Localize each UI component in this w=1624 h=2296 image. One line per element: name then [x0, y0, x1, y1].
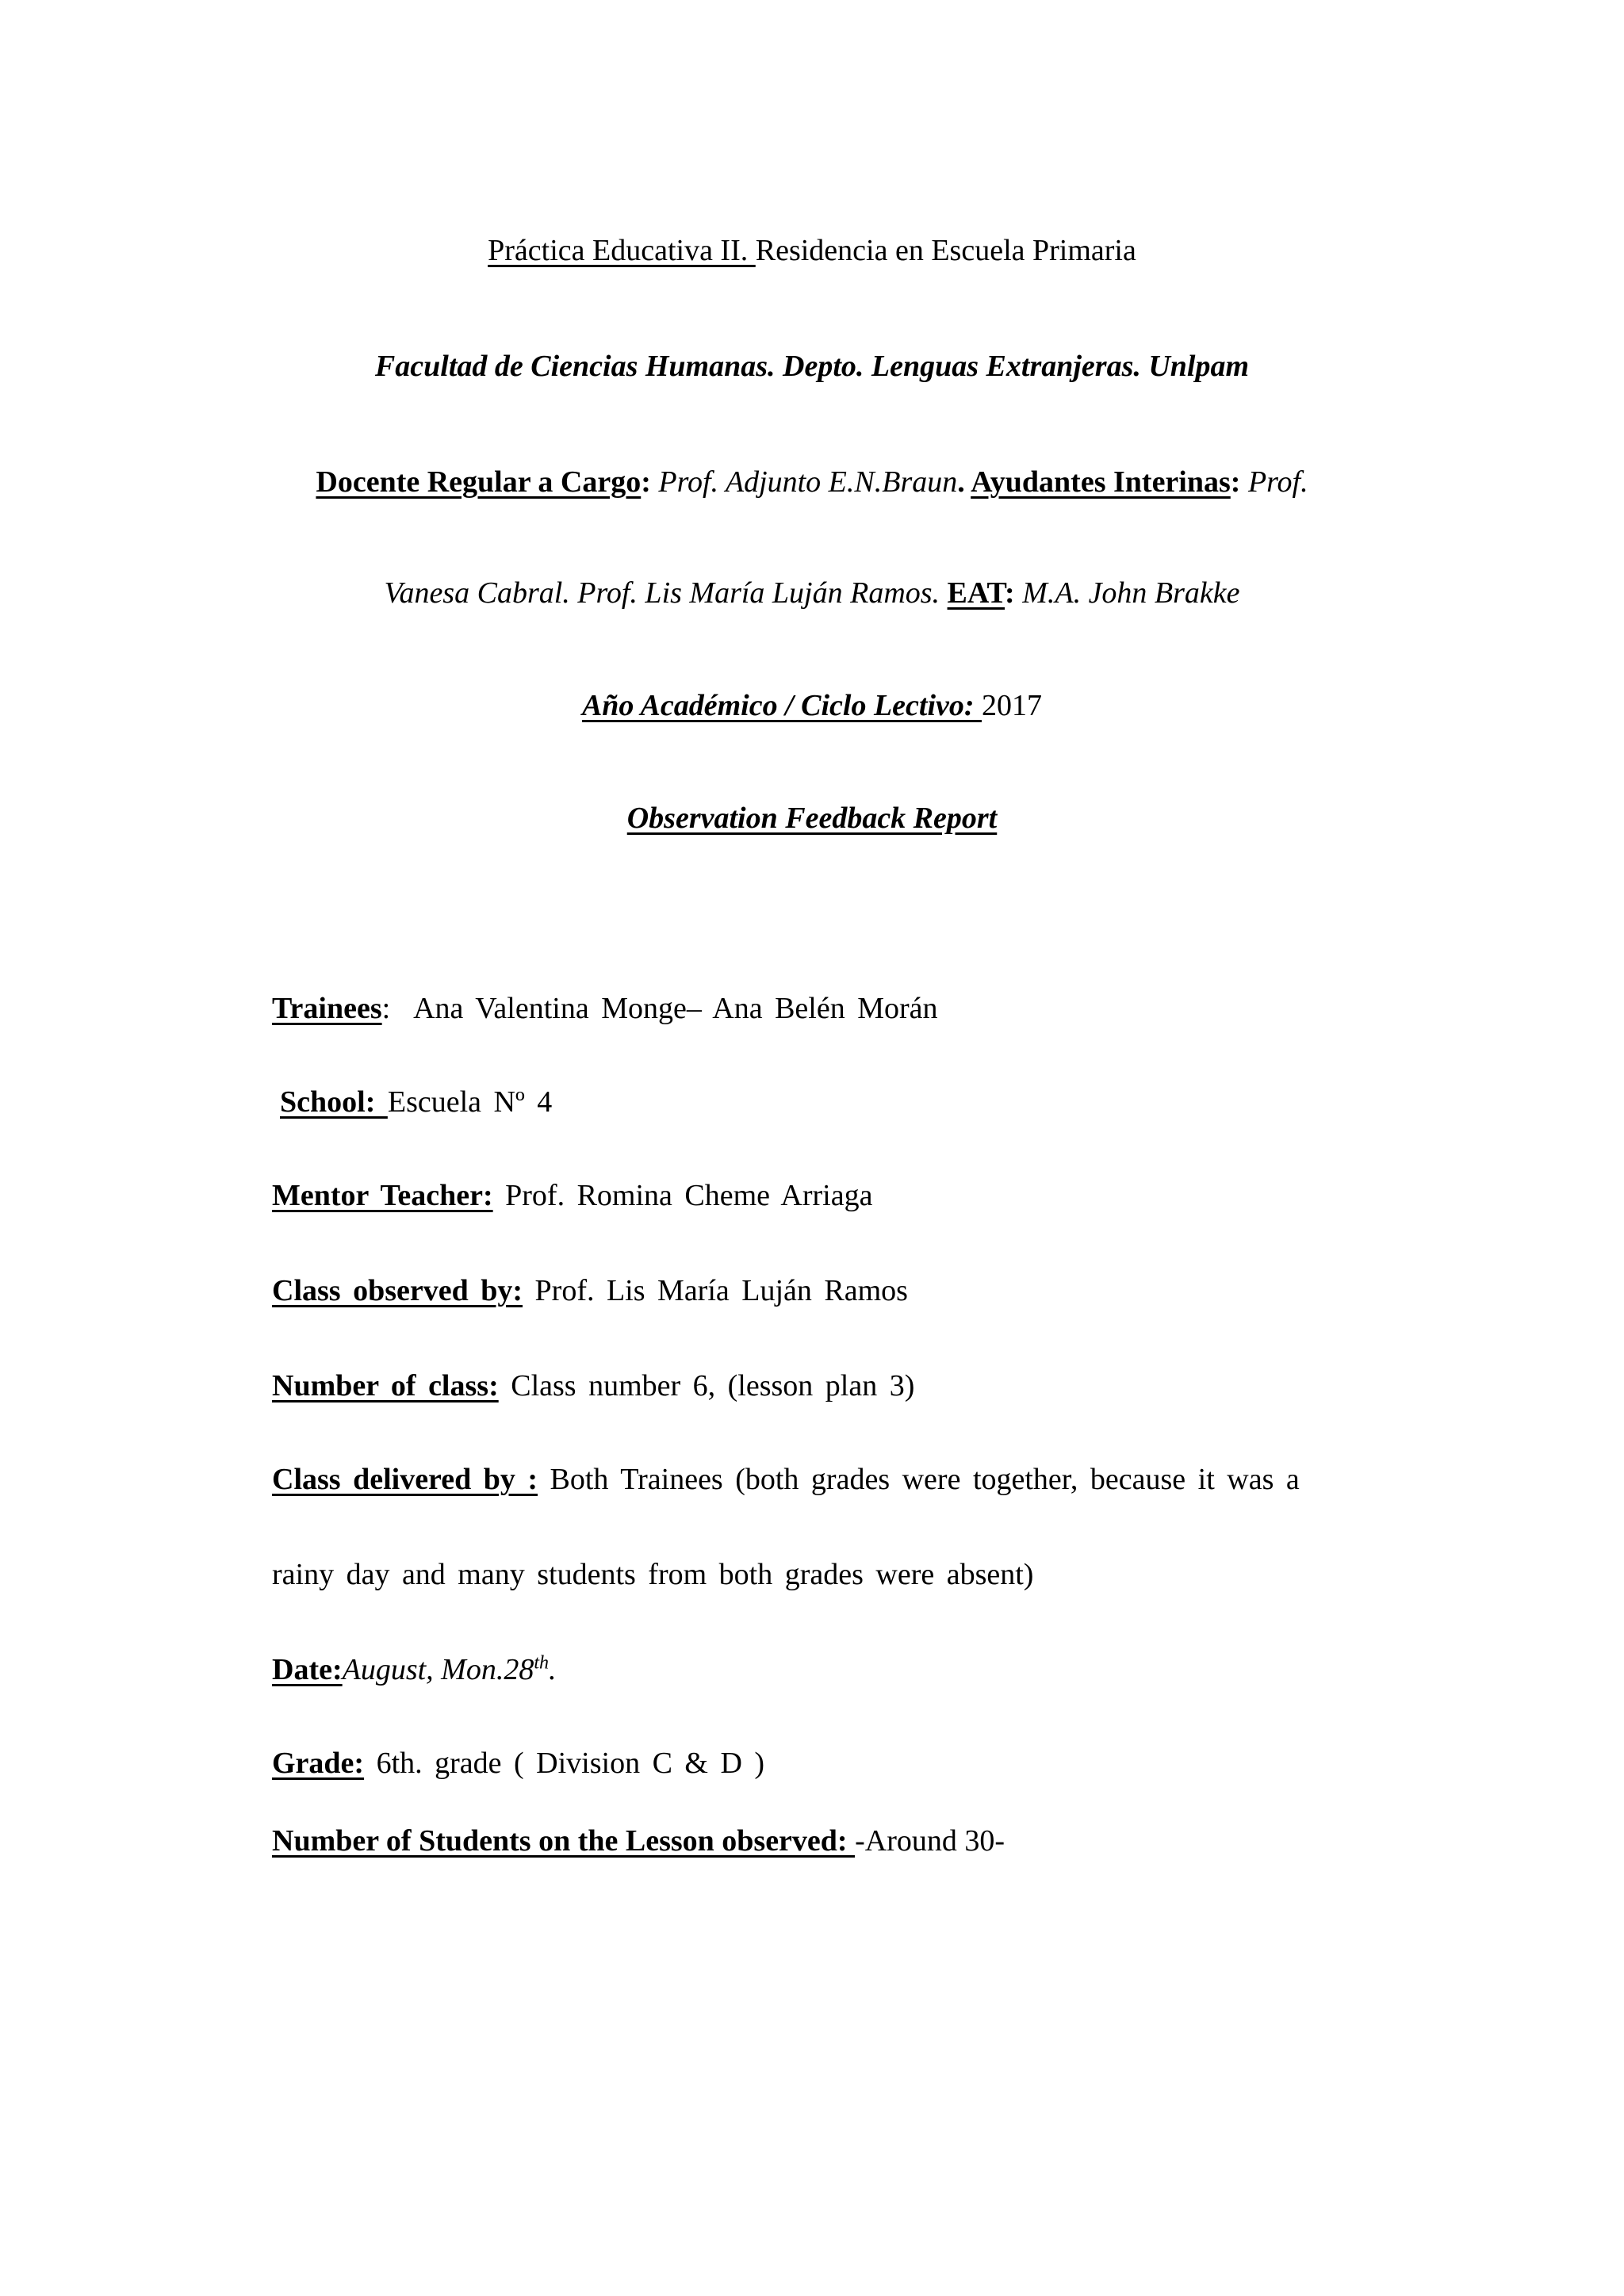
trainees-label: Trainees: [272, 992, 382, 1025]
observer-label: Class observed by:: [272, 1274, 523, 1307]
date-label: Date:: [272, 1653, 343, 1686]
course-title-main: Práctica Educativa II.: [488, 234, 756, 267]
docente-label: Docente Regular a Cargo: [316, 465, 642, 499]
date-value: August, Mon.28: [342, 1653, 534, 1686]
staff-line-2: Vanesa Cabral. Prof. Lis María Luján Ramos. EAT: M.A. John Brakke: [384, 576, 1240, 610]
delivered-value-1: Both Trainees (both grades were together, because it was a: [550, 1463, 1300, 1496]
class-number-field: [272, 1367, 914, 1405]
course-title-rest: Residencia en Escuela Primaria: [755, 234, 1136, 267]
ayudantes-label: Ayudantes Interinas: [971, 465, 1231, 499]
observer-field: [272, 1272, 908, 1310]
students-value: -Around 30-: [855, 1824, 1005, 1858]
eat-value: M.A. John Brakke: [1022, 576, 1240, 610]
school-field: [280, 1083, 552, 1121]
eat-label: EAT: [947, 576, 1005, 610]
class-number-value: Class number 6, (lesson plan 3): [511, 1369, 915, 1402]
docente-value: Prof. Adjunto E.N.Braun: [658, 465, 958, 499]
academic-year-line: [0, 687, 1624, 725]
date-end: .: [549, 1653, 557, 1686]
school-label: School:: [280, 1085, 388, 1119]
trainees-field: Trainees: Ana Valentina Monge– Ana Belén Morán: [272, 992, 938, 1025]
observer-value: Prof. Lis María Luján Ramos: [534, 1274, 908, 1307]
class-number-label: Number of class:: [272, 1369, 499, 1402]
academic-year-value: 2017: [982, 689, 1043, 722]
ayudantes-value-1: Prof.: [1247, 465, 1308, 499]
faculty-line: Facultad de Ciencias Humanas. Depto. Lenguas Extranjeras. Unlpam: [374, 350, 1250, 383]
students-label: Number of Students on the Lesson observed:: [272, 1824, 856, 1858]
students-field: [272, 1822, 1005, 1860]
mentor-label: Mentor Teacher:: [272, 1179, 493, 1212]
grade-field: [272, 1744, 764, 1782]
ayudantes-value-2: Vanesa Cabral. Prof. Lis María Luján Ramos.: [384, 576, 940, 610]
grade-value: 6th. grade ( Division C & D ): [376, 1747, 765, 1780]
mentor-value: Prof. Romina Cheme Arriaga: [505, 1179, 873, 1212]
delivered-label: Class delivered by :: [272, 1463, 538, 1496]
trainees-value: Ana Valentina Monge– Ana Belén Morán: [413, 992, 938, 1025]
date-field: [272, 1651, 557, 1689]
report-title: Observation Feedback Report: [626, 802, 998, 835]
academic-year-label: Año Académico / Ciclo Lectivo:: [581, 689, 982, 722]
delivered-value-2: rainy day and many students from both grades were absent): [272, 1558, 1034, 1591]
school-value: Escuela Nº 4: [387, 1085, 553, 1119]
date-suffix: th: [534, 1652, 550, 1674]
grade-label: Grade:: [272, 1747, 365, 1780]
course-title: [0, 232, 1624, 270]
delivered-field: [272, 1460, 1300, 1498]
mentor-field: [272, 1177, 872, 1215]
staff-line-1: Docente Regular a Cargo: Prof. Adjunto E.N.Braun. Ayudantes Interinas: Prof.: [316, 465, 1308, 499]
